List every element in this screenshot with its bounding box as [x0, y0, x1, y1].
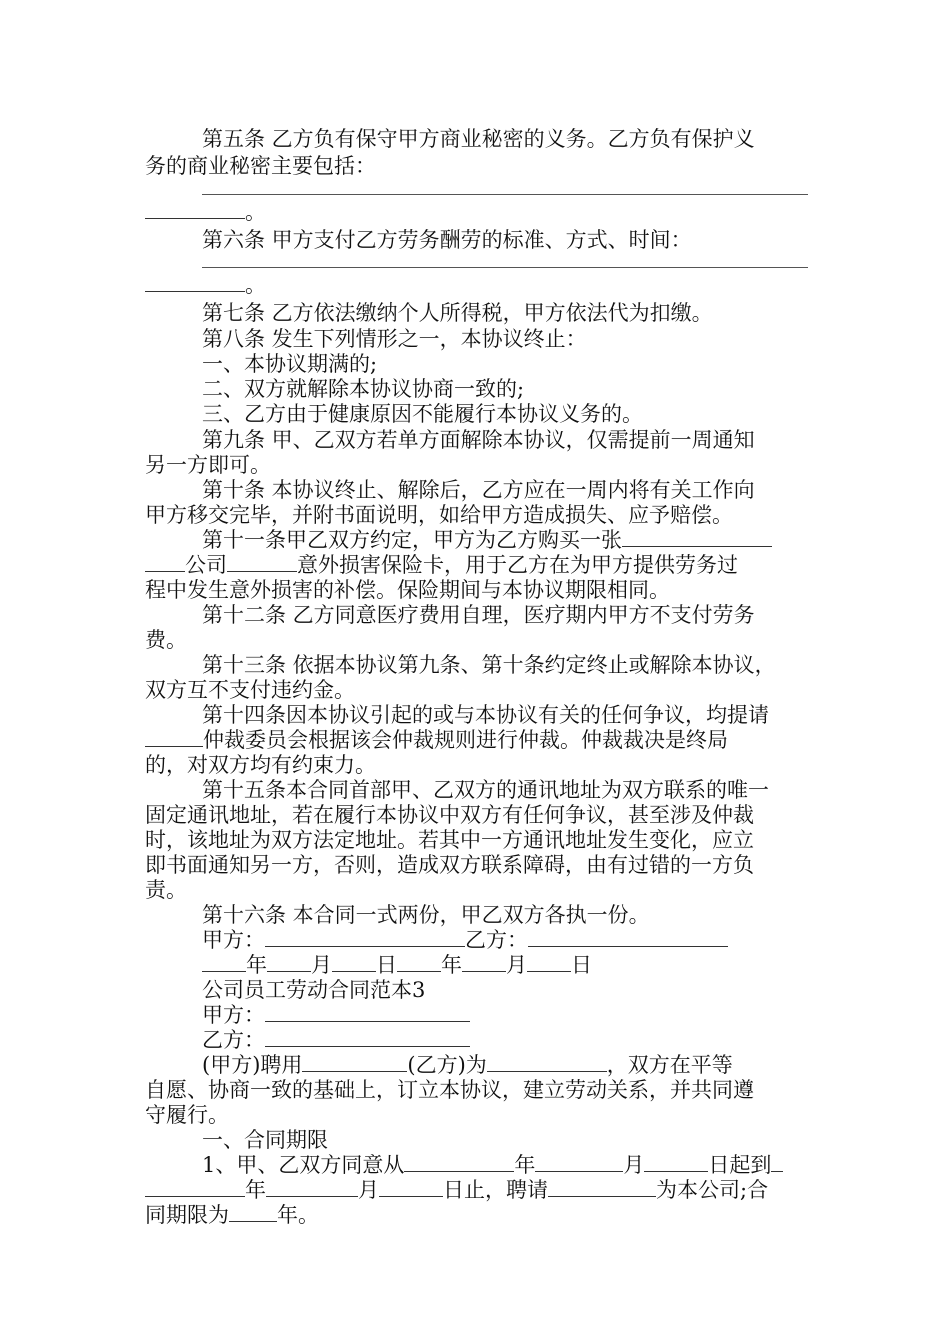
article-11-line-3: 程中发生意外损害的补偿。保险期间与本协议期限相同。	[145, 578, 670, 602]
article-13-line-2: 双方互不支付违约金。	[145, 678, 355, 702]
article-15-line-2: 固定通讯地址，若在履行本协议中双方有任何争议，甚至涉及仲裁	[145, 803, 754, 827]
blank-field	[145, 553, 185, 572]
article-9-line-1: 第九条 甲、乙双方若单方面解除本协议，仅需提前一周通知	[202, 428, 755, 452]
article-13-line-1: 第十三条 依据本协议第九条、第十条约定终止或解除本协议，	[202, 653, 776, 677]
blank-field	[548, 1178, 656, 1197]
preamble-line-1: (甲方)聘用 (乙方)为 ，双方在平等	[202, 1053, 733, 1077]
article-8-item-2: 二、双方就解除本协议协商一致的;	[202, 377, 525, 401]
article-6-line-2: 。	[145, 272, 810, 298]
article-11-line-2: 公司 意外损害保险卡，用于乙方在为甲方提供劳务过	[145, 552, 810, 578]
blank-field	[265, 928, 465, 947]
article-14-line-2: 仲裁委员会根据该会仲裁规则进行仲裁。仲裁裁决是终局	[145, 727, 810, 753]
article-8: 第八条 发生下列情形之一，本协议终止：	[202, 327, 587, 351]
blank-field	[644, 1153, 708, 1172]
blank-field	[202, 953, 246, 972]
blank-field	[145, 273, 245, 292]
blank-field	[266, 1178, 358, 1197]
article-16: 第十六条 本合同一式两份，甲乙双方各执一份。	[202, 903, 650, 927]
blank-field	[229, 1203, 277, 1222]
party-b-line: 乙方：	[202, 1027, 810, 1053]
blank-field	[265, 1028, 470, 1047]
article-8-item-3: 三、乙方由于健康原因不能履行本协议义务的。	[202, 402, 643, 426]
article-12-line-1: 第十二条 乙方同意医疗费用自理，医疗期内甲方不支付劳务	[202, 603, 755, 627]
signature-date-line: 年 月 日 年 月 日	[202, 952, 810, 978]
article-11-line-1: 第十一条甲乙双方约定，甲方为乙方购买一张	[202, 527, 810, 553]
article-6-line-1: 第六条 甲方支付乙方劳务酬劳的标准、方式、时间：	[202, 228, 692, 252]
blank-field	[528, 928, 728, 947]
article-10-line-2: 甲方移交完毕，并附书面说明，如给甲方造成损失、应予赔偿。	[145, 503, 733, 527]
article-15-line-3: 时，该地址为双方法定地址。若其中一方通讯地址发生变化，应立	[145, 828, 754, 852]
article-15-line-5: 责。	[145, 878, 187, 902]
blank-field	[145, 1178, 245, 1197]
blank-field	[622, 528, 772, 547]
blank-field	[267, 953, 311, 972]
term-line-3: 同期限为 年。	[145, 1203, 319, 1227]
blank-field	[535, 1153, 623, 1172]
article-7: 第七条 乙方依法缴纳个人所得税，甲方依法代为扣缴。	[202, 301, 713, 325]
article-8-item-1: 一、本协议期满的;	[202, 352, 378, 376]
blank-field	[771, 1153, 783, 1172]
blank-field	[487, 1053, 607, 1072]
fill-in-line	[202, 194, 808, 195]
blank-field	[145, 200, 245, 219]
article-14-line-1: 第十四条因本协议引起的或与本协议有关的任何争议，均提请	[202, 703, 769, 727]
blank-field	[379, 1178, 443, 1197]
blank-field	[462, 953, 506, 972]
blank-field	[332, 953, 376, 972]
article-10-line-1: 第十条 本协议终止、解除后，乙方应在一周内将有关工作向	[202, 478, 755, 502]
article-12-line-2: 费。	[145, 628, 187, 652]
article-9-line-2: 另一方即可。	[145, 453, 271, 477]
preamble-line-3: 守履行。	[145, 1103, 229, 1127]
article-15-line-1: 第十五条本合同首部甲、乙双方的通讯地址为双方联系的唯一	[202, 778, 769, 802]
blank-field	[302, 1053, 407, 1072]
section-title: 公司员工劳动合同范本3	[202, 978, 426, 1002]
preamble-line-2: 自愿、协商一致的基础上，订立本协议，建立劳动关系，并共同遵	[145, 1078, 754, 1102]
signature-parties-line: 甲方： 乙方：	[202, 927, 810, 953]
term-line-2: 年 月 日止，聘请 为本公司;合	[145, 1177, 810, 1203]
article-15-line-4: 即书面通知另一方，否则，造成双方联系障碍，由有过错的一方负	[145, 853, 754, 877]
heading-contract-term: 一、合同期限	[202, 1128, 328, 1152]
blank-field	[527, 953, 571, 972]
article-5-line-2: 务的商业秘密主要包括：	[145, 154, 376, 178]
fill-in-line	[202, 267, 808, 268]
article-5-line-3: 。	[145, 199, 810, 225]
party-a-line: 甲方：	[202, 1002, 810, 1028]
term-line-1: 1、甲、乙双方同意从 年 月 日起到	[202, 1152, 810, 1178]
blank-field	[227, 553, 297, 572]
article-14-line-3: 的，对双方均有约束力。	[145, 753, 376, 777]
blank-field	[145, 728, 203, 747]
blank-field	[404, 1153, 514, 1172]
blank-field	[397, 953, 441, 972]
blank-field	[265, 1003, 470, 1022]
article-5-line-1: 第五条 乙方负有保守甲方商业秘密的义务。乙方负有保护义	[202, 127, 755, 151]
